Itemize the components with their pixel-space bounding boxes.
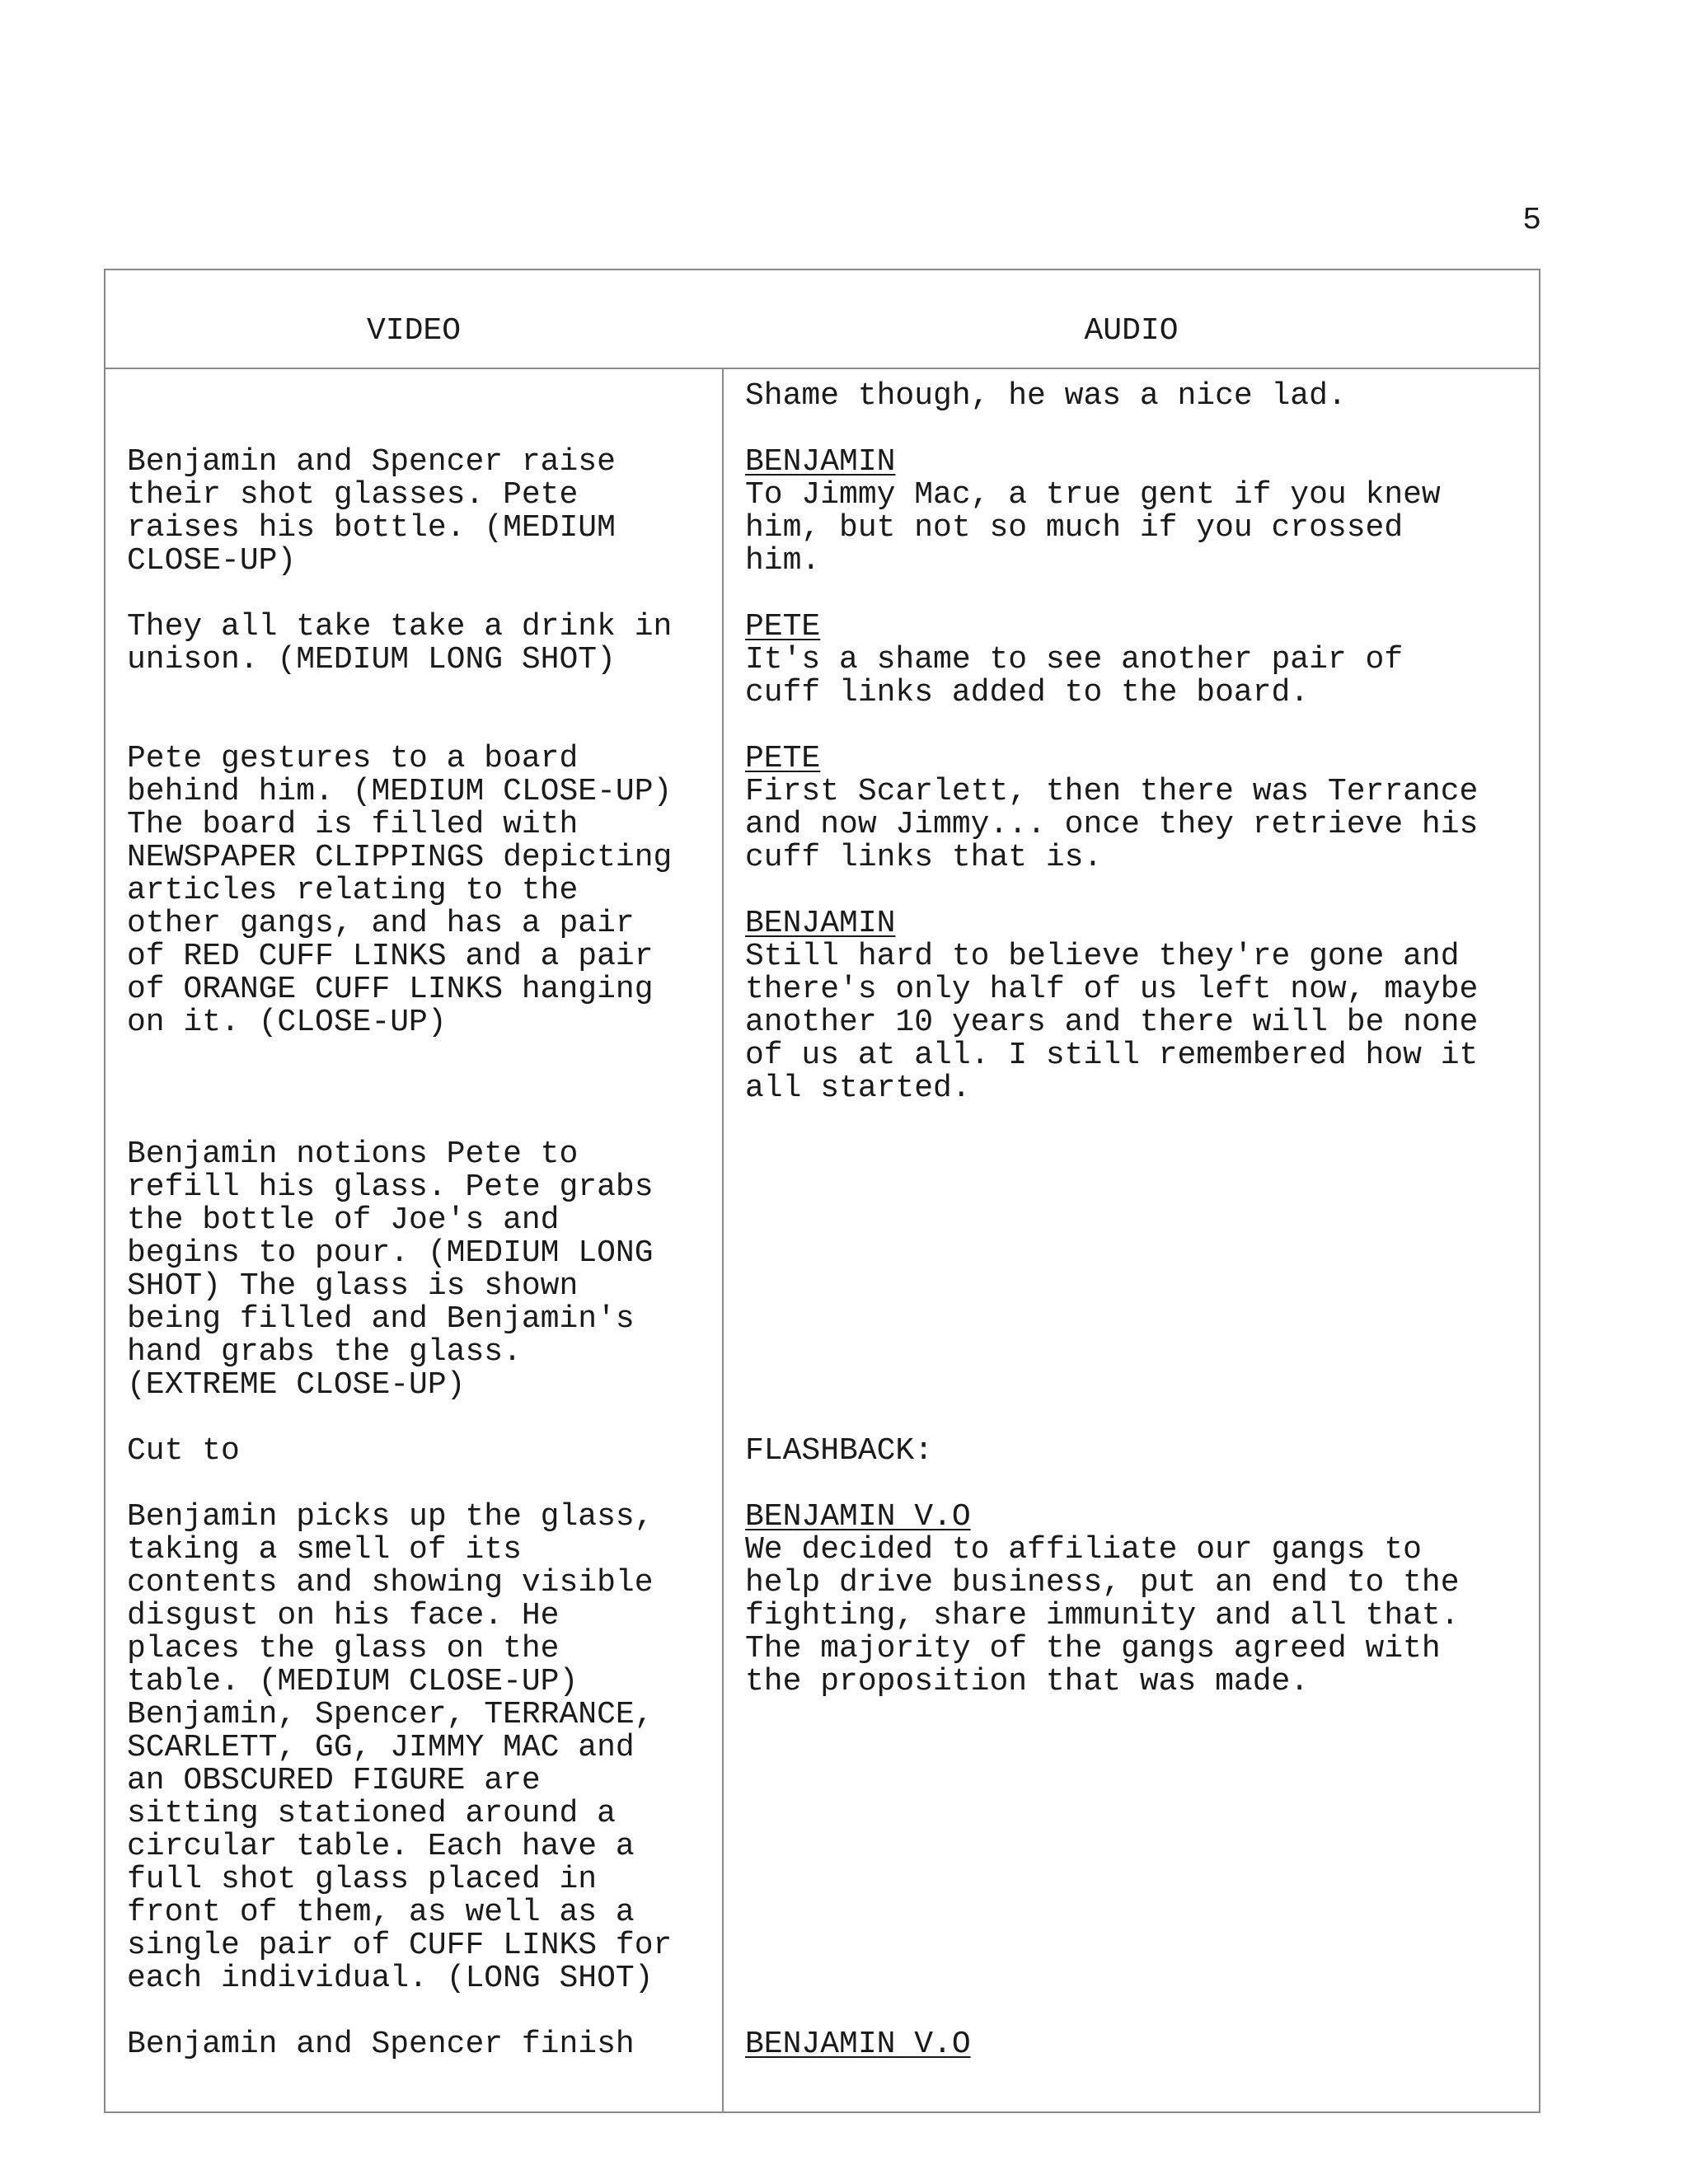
video-block-cut-to: Cut to xyxy=(127,1433,240,1469)
column-divider xyxy=(722,368,724,2111)
audio-block-pete-scarlett xyxy=(745,743,1478,874)
audio-block-benjamin-vo-affiliate xyxy=(745,1501,1460,1699)
dialogue-text: It's a shame to see another pair of cuff links added to the board. xyxy=(745,642,1404,710)
speaker-name: PETE xyxy=(745,609,821,644)
video-block-board: Pete gestures to a board behind him. (MEDIUM CLOSE-UP) The board is filled with NEWSPAPER CLIPPINGS depicting articles relating to the other gangs, and has a pair of RED CUFF LINKS and a pair of ORANGE CUFF LINKS hanging on it. (CLOSE-UP) xyxy=(127,741,673,1040)
table-header-row xyxy=(106,270,1539,369)
audio-block-pete-cuff-links xyxy=(745,611,1403,710)
audio-block-shame: Shame though, he was a nice lad. xyxy=(745,378,1347,414)
audio-block-benjamin-vo-final xyxy=(745,2028,971,2061)
audio-block-flashback: FLASHBACK: xyxy=(745,1433,934,1469)
speaker-name: PETE xyxy=(745,741,821,776)
speaker-name: BENJAMIN V.O xyxy=(745,2027,971,2062)
video-block-flashback-table: Benjamin picks up the glass, taking a smell of its contents and showing visible disgust on his face. He places the glass on the table. (MEDIUM CLOSE-UP) Benjamin, Spencer, TERRANCE, SCARLETT, GG, JIMMY MAC and an OBSCURED FIGURE are sitting stationed around a circular table. Each have a full shot glass placed in front of them, as well as a single pair of CUFF LINKS for each individual. (LONG SHOT) xyxy=(127,1499,673,1996)
video-block-drink-in-unison: They all take take a drink in unison. (MEDIUM LONG SHOT) xyxy=(127,609,673,677)
page-number: 5 xyxy=(1522,203,1541,238)
audio-column-header: AUDIO xyxy=(1084,313,1179,349)
video-column-header: VIDEO xyxy=(366,313,462,349)
dialogue-text: First Scarlett, then there was Terrance and now Jimmy... once they retrieve his cuff links that is. xyxy=(745,774,1479,875)
speaker-name: BENJAMIN V.O xyxy=(745,1499,971,1535)
video-block-raise-glasses: Benjamin and Spencer raise their shot glasses. Pete raises his bottle. (MEDIUM CLOSE-UP) xyxy=(127,444,616,579)
audio-block-benjamin-remember xyxy=(745,907,1478,1105)
speaker-name: BENJAMIN xyxy=(745,444,896,480)
video-block-refill-glass: Benjamin notions Pete to refill his glass. Pete grabs the bottle of Joe's and begins to pour. (MEDIUM LONG SHOT) The glass is shown being filled and Benjamin's hand grabs the glass. (EXTREME CLOSE-UP) xyxy=(127,1137,654,1403)
audio-block-benjamin-toast xyxy=(745,446,1441,578)
av-script-table xyxy=(104,269,1540,2113)
video-block-finish: Benjamin and Spencer finish xyxy=(127,2027,635,2062)
dialogue-text: We decided to affiliate our gangs to help drive business, put an end to the fighting, share immunity and all that. The majority of the gangs agreed with the proposition that was made. xyxy=(745,1532,1460,1699)
speaker-name: BENJAMIN xyxy=(745,906,896,941)
dialogue-text: Still hard to believe they're gone and there's only half of us left now, maybe another 10 years and there will be none of us at all. I still remembered how it all started. xyxy=(745,939,1479,1106)
dialogue-text: To Jimmy Mac, a true gent if you knew him, but not so much if you crossed him. xyxy=(745,477,1441,579)
